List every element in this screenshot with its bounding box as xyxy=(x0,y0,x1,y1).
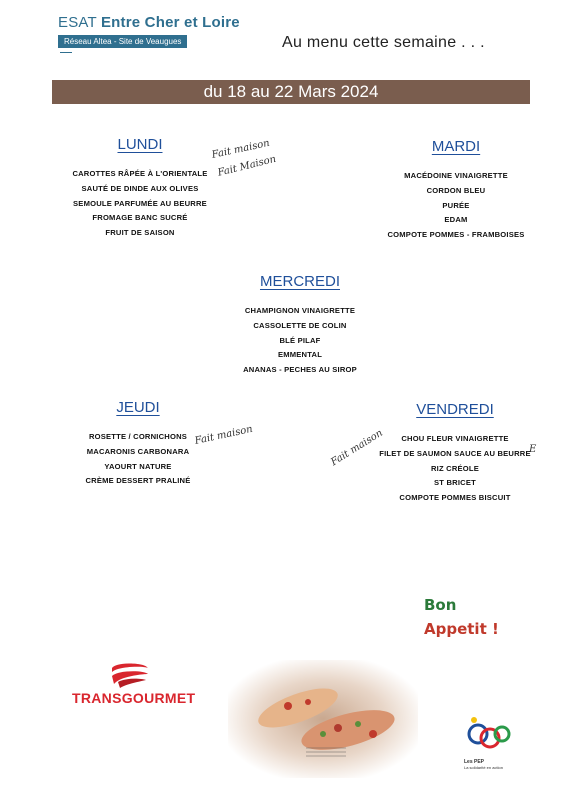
handwritten-note: E xyxy=(529,444,537,455)
menu-item: FILET DE SAUMON SAUCE AU BEURRE xyxy=(379,448,531,458)
menu-item: ROSETTE / CORNICHONS xyxy=(88,432,188,441)
org-subtitle: Réseau Altea - Site de Veaugues xyxy=(58,35,187,48)
date-range-banner: du 18 au 22 Mars 2024 xyxy=(52,80,530,104)
handwritten-note: Fait maison xyxy=(329,427,385,469)
handwritten-note: Fait maison xyxy=(210,137,271,161)
menu-item: SEMOULE PARFUMÉE AU BEURRE xyxy=(73,198,207,208)
day-title-monday: LUNDI xyxy=(117,136,163,153)
menu-item: ANANAS - PECHES AU SIROP xyxy=(243,365,357,375)
handwritten-note: Fait maison xyxy=(193,423,254,447)
org-name-prefix: ESAT xyxy=(58,14,97,31)
appetit-text: Appetit ! xyxy=(424,620,499,638)
menu-item: FRUIT DE SAISON xyxy=(105,228,175,238)
menu-item: CAROTTES RÂPÉE À L'ORIENTALE xyxy=(72,169,208,178)
menu-item: CHOU FLEUR VINAIGRETTE xyxy=(401,434,509,443)
day-title-tuesday: MARDI xyxy=(431,138,481,155)
menu-item: MACARONIS CARBONARA xyxy=(86,446,190,456)
org-name-bold: Entre Cher et Loire xyxy=(100,14,240,31)
day-tuesday xyxy=(356,138,556,243)
menu-item: MACÉDOINE VINAIGRETTE xyxy=(404,171,508,180)
day-title-thursday: JEUDI xyxy=(116,399,160,416)
menu-item: COMPOTE POMMES - FRAMBOISES xyxy=(387,230,525,240)
day-wednesday xyxy=(200,273,400,378)
menu-item: BLÉ PILAF xyxy=(279,335,321,345)
day-title-wednesday: MERCREDI xyxy=(259,273,340,290)
bon-appetit-bon xyxy=(424,596,456,614)
menu-item: YAOURT NATURE xyxy=(104,461,172,471)
menu-item: PURÉE xyxy=(442,200,470,210)
bon-appetit-appetit xyxy=(424,620,499,638)
handwritten-note: Fait Maison xyxy=(216,153,278,179)
day-friday xyxy=(355,401,555,506)
transgourmet-logo-icon xyxy=(108,662,152,688)
week-title: Au menu cette semaine . . . xyxy=(282,34,485,51)
menu-item: CASSOLETTE DE COLIN xyxy=(253,320,347,330)
pep-name: Les PEP xyxy=(464,759,485,765)
day-title-friday: VENDREDI xyxy=(416,401,494,418)
org-name xyxy=(58,14,240,31)
menu-item: CRÈME DESSERT PRALINÉ xyxy=(85,476,191,486)
food-photo xyxy=(228,660,418,778)
menu-item: ST BRICET xyxy=(434,478,476,488)
org-dash xyxy=(60,52,72,53)
transgourmet-brand: TRANSGOURMET xyxy=(72,690,196,706)
pep-tagline: La solidarité en action xyxy=(464,765,503,770)
menu-item: COMPOTE POMMES BISCUIT xyxy=(399,493,511,503)
pep-logo-icon xyxy=(464,714,512,756)
menu-item: FROMAGE BANC SUCRÉ xyxy=(92,213,188,223)
menu-item: RIZ CRÉOLE xyxy=(431,463,479,473)
bon-text: Bon xyxy=(424,596,457,614)
menu-item: EDAM xyxy=(444,215,468,225)
les-pep-logo xyxy=(464,714,534,770)
menu-item: SAUTÉ DE DINDE AUX OLIVES xyxy=(81,183,199,193)
day-monday xyxy=(40,136,240,241)
menu-item: CORDON BLEU xyxy=(426,185,486,195)
menu-item: EMMENTAL xyxy=(277,350,323,360)
menu-item: CHAMPIGNON VINAIGRETTE xyxy=(244,306,356,315)
